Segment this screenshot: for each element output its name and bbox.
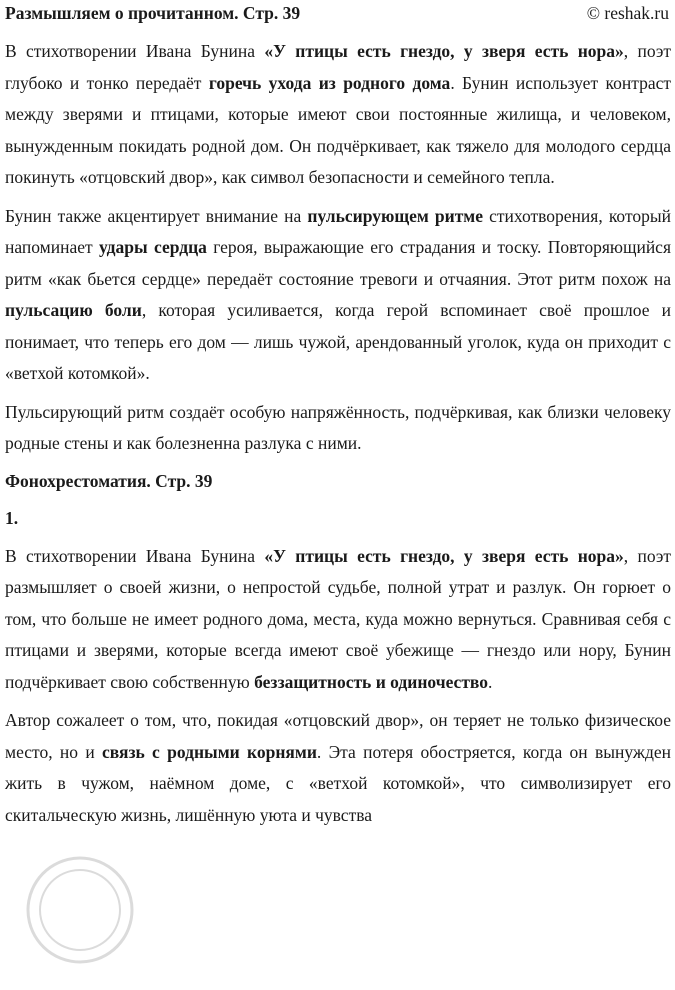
text-run: стихотворения, который напоминает: [5, 205, 671, 257]
text-run: В стихотворении Ивана Бунина: [5, 41, 265, 61]
paragraph: [5, 541, 671, 699]
header-row: [5, 0, 671, 26]
paragraph: [5, 705, 671, 831]
bold-text-run: удары сердца: [99, 237, 207, 257]
text-run: Автор сожалеет о том, что, покидая «отцовский двор», он теряет не только физическое место, но и: [5, 710, 671, 762]
reshak-watermark-logo: [0, 830, 160, 990]
paragraph: [5, 36, 671, 194]
text-run: .: [488, 671, 493, 692]
bold-text-run: пульсацию боли: [5, 300, 142, 320]
text-run: . Бунин использует контраст между зверями и птицами, которые имеют свои постоянные жилища, и человеком, вынужденным покидать родной дом. Он подчёркивает, как тяжело для молодого сердца покинуть «отцовский двор», как символ безопасности и семейного тепла.: [5, 72, 671, 187]
text-run: В стихотворении Ивана Бунина: [5, 545, 265, 566]
paragraph: [5, 397, 671, 460]
text-run: , которая усиливается, когда герой вспоминает своё прошлое и понимает, что теперь его дом — лишь чужой, арендованный уголок, куда он приходит с «ветхой котомкой».: [5, 300, 671, 383]
text-run: . Эта потеря обостряется, когда он вынужден жить в чужом, наёмном доме, с «ветхой котомкой», что символизирует его скитальческую жизнь, лишённую уюта и чувства: [5, 741, 671, 825]
paragraph: [5, 201, 671, 390]
bold-text-run: горечь ухода из родного дома: [208, 72, 451, 93]
site-credit: © reshak.ru: [586, 3, 669, 23]
text-run: Бунин также акцентирует внимание на: [5, 205, 308, 226]
text-run: Пульсирующий ритм создаёт особую напряжённость, подчёркивая, как близки человеку родные стены и как болезненна разлука с ними.: [5, 401, 671, 453]
bold-text-run: «У птицы есть гнездо, у зверя есть нора»: [264, 545, 624, 566]
page-title: Размышляем о прочитанном. Стр. 39: [5, 3, 301, 23]
text-run: , поэт размышляет о своей жизни, о непростой судьбе, полной утрат и разлук. Он горюет о том, что больше не имеет родного дома, места, куда можно вернуться. Сравнивая себя с птицами и зверями, которые всегда имеют своё убежище — гнездо или нору, Бунин подчёркивает свою собственную: [5, 545, 671, 692]
item-number: 1.: [5, 507, 19, 528]
section-title: Фонохрестоматия. Стр. 39: [5, 470, 213, 491]
bold-text-run: «У птицы есть гнездо, у зверя есть нора»: [264, 41, 624, 61]
text-run: , поэт глубоко и тонко передаёт: [5, 41, 671, 93]
bold-text-run: связь с родными корнями: [102, 741, 317, 762]
text-run: героя, выражающие его страдания и тоску. Повторяющийся ритм «как бьется сердце» передаёт состояние тревоги и отчаяния. Этот ритм похож на: [5, 237, 671, 289]
document-page: [5, 0, 671, 831]
bold-text-run: беззащитность и одиночество: [254, 671, 489, 692]
bold-text-run: пульсирующем ритме: [307, 205, 483, 226]
